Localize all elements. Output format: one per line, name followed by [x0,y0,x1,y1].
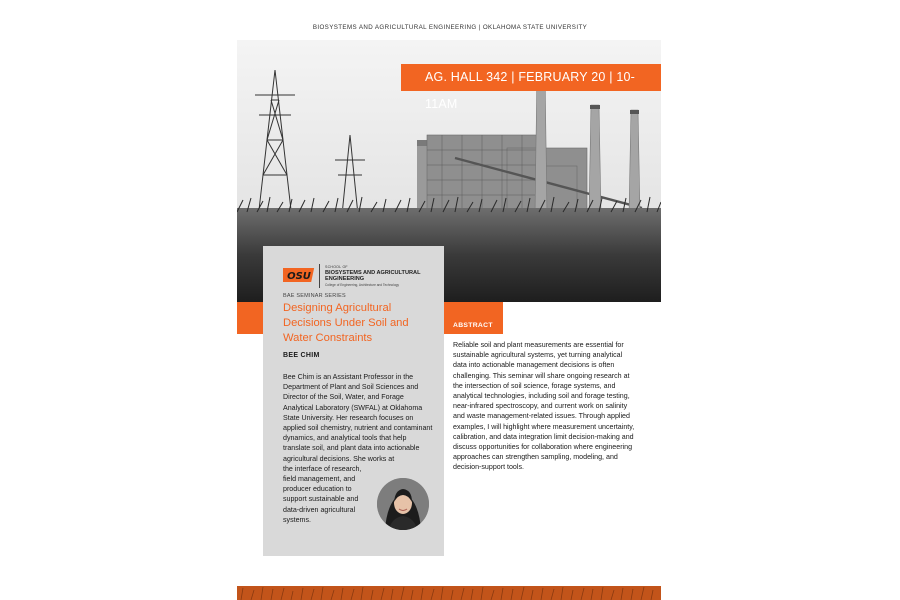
logo-department-name: BIOSYSTEMS AND AGRICULTURAL ENGINEERING [325,270,421,283]
speaker-portrait-icon [377,478,429,530]
speaker-card [263,246,444,556]
abstract-body: Reliable soil and plant measurements are essential for sustainable agricultural systems, yet turning analytical data into actionable management decisions is often challenging. This seminar will share ongoing research at the intersection of soil science, forage systems, and analytical technologies, including soil and forage testing, near-infrared spectroscopy, and current work on salinity and waste management-related issues. Through applied examples, I will highlight where measurement uncertainty, calibration, and data integration limit decision-making and discuss opportunities for collaboration where engineering approaches can strengthen sampling, modeling, and decision-support tools. [453,341,635,472]
logo-divider [319,264,320,288]
talk-title: Designing Agricultural Decisions Under Soil and Water Constraints [283,302,409,344]
speaker-bio-main: Bee Chim is an Assistant Professor in the Department of Plant and Soil Sciences and Director of the Soil, Water, and Forage Analytical Laboratory (SWFAL) at Oklahoma State University. Her research focuses on applied soil chemistry, nutrient and contaminant dynamics, and analytical tools that help translate soil, and plant data into actionable agricultural decisions. She works at [283,373,433,463]
speaker-name: BEE CHIM [283,352,320,359]
logo-school-label: SCHOOL OF [325,265,348,269]
speaker-bio-wrap: the interface of research, field management, and producer education to support sustainable and data-driven agricultural systems. [283,464,362,524]
bottom-field-strip [237,586,661,600]
svg-text:OSU: OSU [287,271,311,282]
osu-logo-icon [283,264,315,286]
speaker-photo [377,478,429,530]
seminar-series-label: BAE SEMINAR SERIES [283,293,346,299]
logo-college-name: College of Engineering, Architecture and Technology [325,283,400,287]
accent-block [237,302,263,334]
department-logo [283,262,433,292]
abstract-label: ABSTRACT [444,302,503,334]
field-texture [237,586,661,600]
event-date-banner: AG. HALL 342 | FEBRUARY 20 | 10-11AM [401,64,661,91]
header-line: BIOSYSTEMS AND AGRICULTURAL ENGINEERING | OKLAHOMA STATE UNIVERSITY [312,24,588,31]
